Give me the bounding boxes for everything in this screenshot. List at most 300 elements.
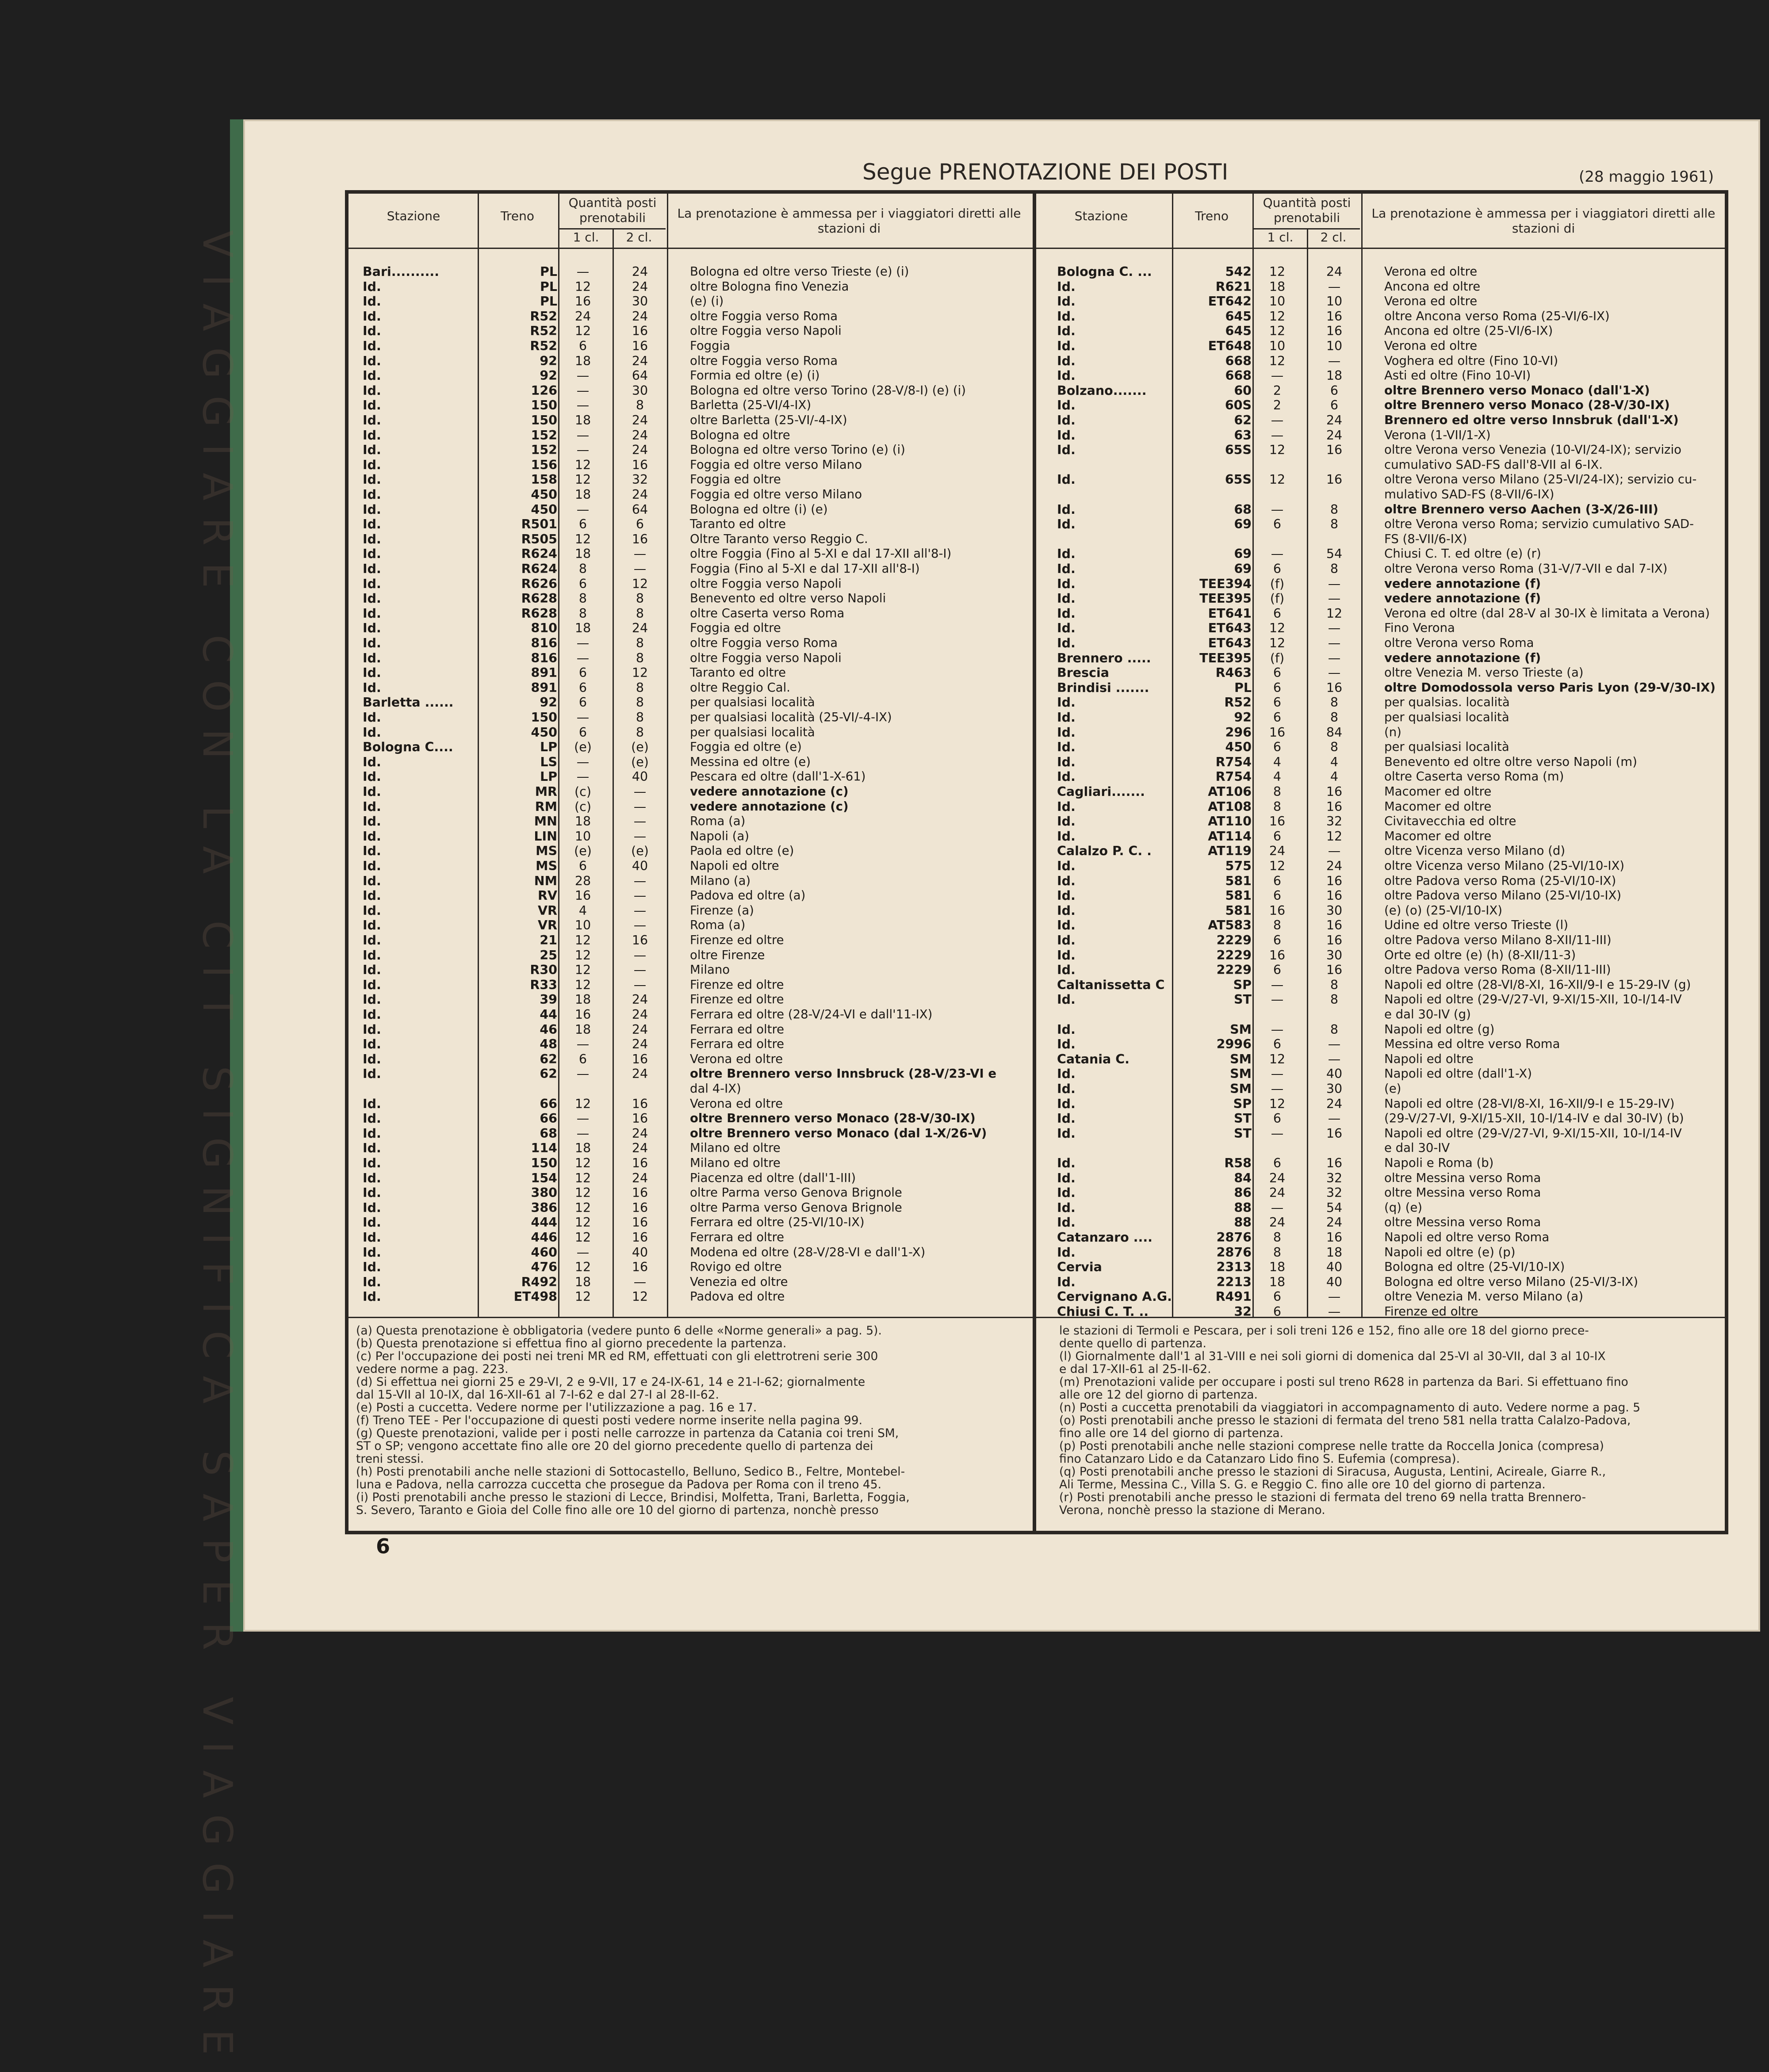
class1-cell: 2 xyxy=(1273,383,1282,398)
station-cell: Id. xyxy=(1057,636,1076,650)
class1-cell: — xyxy=(576,264,590,279)
class2-cell: 10 xyxy=(1326,294,1343,309)
train-cell: LS xyxy=(540,754,557,769)
class1-cell: 18 xyxy=(574,1141,591,1156)
class1-cell: — xyxy=(1271,413,1284,428)
destination-cell: oltre Venezia M. verso Milano (a) xyxy=(1384,1289,1583,1304)
station-cell: Id. xyxy=(363,1215,381,1230)
header-cl2-left: 2 cl. xyxy=(626,230,652,245)
destination-cell: Foggia ed oltre verso Milano xyxy=(690,457,862,472)
class1-cell: 6 xyxy=(1273,888,1282,903)
destination-cell: Napoli ed oltre (28-VI/8-XI, 16-XII/9-I e 15-29-IV (g) xyxy=(1384,977,1691,992)
train-cell: ET642 xyxy=(1208,294,1252,309)
destination-cell: Ancona ed oltre xyxy=(1384,279,1481,294)
class1-cell: 16 xyxy=(574,1007,591,1022)
station-cell: Id. xyxy=(363,413,381,428)
class2-cell: 24 xyxy=(632,1141,648,1156)
destination-cell: Rovigo ed oltre xyxy=(690,1260,782,1274)
train-cell: R754 xyxy=(1215,769,1252,784)
footnote-line: (c) Per l'occupazione dei posti nei treni MR ed RM, effettuati con gli elettrotreni serie 300 xyxy=(356,1349,878,1363)
footnote-line: fino Catanzaro Lido e da Catanzaro Lido fino S. Eufemia (compresa). xyxy=(1059,1452,1460,1466)
class1-cell: — xyxy=(576,383,590,398)
class2-cell: 32 xyxy=(1326,1185,1343,1200)
train-cell: LIN xyxy=(534,829,557,844)
class1-cell: 12 xyxy=(574,963,591,978)
destination-cell: Asti ed oltre (Fino 10-VI) xyxy=(1384,368,1531,383)
destination-cell: oltre Caserta verso Roma xyxy=(690,606,845,620)
class2-cell: 8 xyxy=(1330,992,1339,1007)
class1-cell: 6 xyxy=(578,725,587,740)
train-cell: SM xyxy=(1230,1051,1252,1067)
footnote-line: dente quello di partenza. xyxy=(1059,1337,1206,1350)
class2-cell: 16 xyxy=(1326,1126,1343,1141)
footnote-line: (b) Questa prenotazione si effettua fino al giorno precedente la partenza. xyxy=(356,1337,787,1350)
class1-cell: 12 xyxy=(574,1260,591,1275)
destination-cell: Foggia ed oltre verso Milano xyxy=(690,487,862,501)
train-cell: 88 xyxy=(1234,1215,1252,1230)
footnote-line: (e) Posti a cuccetta. Vedere norme per l'utilizzazione a pag. 16 e 17. xyxy=(356,1401,757,1414)
class2-cell: 16 xyxy=(632,1111,648,1126)
class1-cell: 6 xyxy=(1273,933,1282,948)
station-cell: Id. xyxy=(1057,294,1076,309)
footnote-line: (n) Posti a cuccetta prenotabili da viaggiatori in accompagnamento di auto. Vedere norme a pag. 5 xyxy=(1059,1401,1640,1414)
class1-cell: 6 xyxy=(1273,665,1282,680)
destination-cell: Foggia ed oltre xyxy=(690,472,781,487)
class2-cell: 24 xyxy=(632,992,648,1007)
station-cell: Id. xyxy=(363,1245,381,1260)
train-cell: R492 xyxy=(521,1274,557,1289)
destination-cell: Macomer ed oltre xyxy=(1384,829,1492,843)
destination-cell: Verona ed oltre xyxy=(690,1051,783,1066)
station-cell: Id. xyxy=(1057,443,1076,458)
train-cell: 2229 xyxy=(1216,948,1252,963)
destination-cell: dal 4-IX) xyxy=(690,1082,741,1096)
destination-cell: oltre Padova verso Milano 8-XII/11-III) xyxy=(1384,933,1612,947)
destination-cell: vedere annotazione (f) xyxy=(1384,650,1541,665)
destination-cell: Napoli ed oltre xyxy=(1384,1051,1474,1066)
train-cell: SP xyxy=(1233,1096,1252,1111)
class2-cell: 8 xyxy=(636,398,644,413)
class1-cell: 16 xyxy=(574,888,591,903)
train-cell: 450 xyxy=(531,725,557,740)
class1-cell: 6 xyxy=(1273,1111,1282,1126)
station-cell: Id. xyxy=(1057,1170,1076,1185)
footnote-line: (f) Treno TEE - Per l'occupazione di questi posti vedere norme inserite nella pagina 99. xyxy=(356,1414,863,1427)
train-cell: 296 xyxy=(1225,725,1252,740)
class2-cell: 32 xyxy=(632,472,648,487)
station-cell: Id. xyxy=(363,517,381,532)
station-cell: Id. xyxy=(363,457,381,472)
train-cell: AT110 xyxy=(1208,814,1252,829)
destination-cell: Venezia ed oltre xyxy=(690,1274,788,1289)
station-cell: Id. xyxy=(1057,1245,1076,1260)
class1-cell: 6 xyxy=(1273,1037,1282,1052)
class2-cell: 16 xyxy=(632,457,648,472)
station-cell: Id. xyxy=(1057,339,1076,353)
train-cell: ET498 xyxy=(513,1289,557,1304)
class1-cell: — xyxy=(576,710,590,725)
station-cell: Id. xyxy=(363,1067,381,1082)
train-cell: R30 xyxy=(530,963,557,978)
destination-cell: Bologna ed oltre verso Torino (28-V/8-I) (e) (i) xyxy=(690,383,966,398)
destination-cell: Napoli ed oltre (29-V/27-VI, 9-XI/15-XII, 10-I/14-IV xyxy=(1384,992,1682,1007)
train-cell: 62 xyxy=(1234,413,1252,428)
train-cell: 444 xyxy=(531,1215,557,1230)
destination-cell: Napoli ed oltre xyxy=(690,859,779,873)
class2-cell: 8 xyxy=(636,650,644,665)
destination-cell: Milano (a) xyxy=(690,873,751,888)
destination-cell: Foggia ed oltre (e) xyxy=(690,740,802,754)
train-cell: R624 xyxy=(521,547,557,562)
station-cell: Id. xyxy=(1057,309,1076,324)
station-cell: Id. xyxy=(363,1274,381,1289)
class1-cell: (e) xyxy=(574,740,592,755)
footnote-line: (l) Giornalmente dall'1 al 31-VIII e nei soli giorni di domenica dal 25-VI al 30-VII, dal 3 al 10-IX xyxy=(1059,1349,1606,1363)
train-cell: R33 xyxy=(530,977,557,992)
train-cell: 84 xyxy=(1234,1170,1252,1185)
station-cell: Id. xyxy=(1057,517,1076,532)
station-cell: Id. xyxy=(363,368,381,383)
destination-cell: oltre Brennero verso Monaco (dal 1-X/26-V) xyxy=(690,1126,987,1140)
train-cell: ET643 xyxy=(1208,621,1252,636)
train-cell: R505 xyxy=(521,531,557,547)
destination-cell: Modena ed oltre (28-V/28-VI e dall'1-X) xyxy=(690,1245,926,1259)
class2-cell: 12 xyxy=(632,1289,648,1304)
destination-cell: Napoli (a) xyxy=(690,829,750,843)
class2-cell: 54 xyxy=(1326,547,1343,562)
train-cell: MS xyxy=(536,844,557,859)
destination-cell: oltre Parma verso Genova Brignole xyxy=(690,1185,902,1200)
train-cell: R52 xyxy=(530,324,557,339)
train-cell: AT106 xyxy=(1208,784,1252,799)
train-cell: RV xyxy=(537,888,557,903)
page-title: Segue PRENOTAZIONE DEI POSTI xyxy=(862,159,1229,185)
destination-cell: oltre Vicenza verso Milano (d) xyxy=(1384,844,1566,858)
destination-cell: Orte ed oltre (e) (h) (8-XII/11-3) xyxy=(1384,948,1576,962)
class1-cell: 6 xyxy=(1273,562,1282,576)
destination-cell: Firenze ed oltre xyxy=(690,977,784,992)
destination-cell: oltre Messina verso Roma xyxy=(1384,1215,1541,1230)
train-cell: LP xyxy=(540,740,557,755)
station-cell: Id. xyxy=(1057,918,1076,933)
train-cell: ET648 xyxy=(1208,339,1252,353)
train-cell: 891 xyxy=(531,665,557,680)
station-cell: Id. xyxy=(363,309,381,324)
destination-cell: Firenze ed oltre xyxy=(690,933,784,947)
destination-cell: Fino Verona xyxy=(1384,621,1455,635)
train-cell: 2876 xyxy=(1216,1230,1252,1245)
class2-cell: — xyxy=(1328,1051,1341,1067)
class2-cell: 6 xyxy=(636,517,644,532)
destination-cell: oltre Messina verso Roma xyxy=(1384,1170,1541,1185)
station-cell: Cervignano A.G. xyxy=(1057,1289,1172,1304)
class1-cell: — xyxy=(1271,1200,1284,1215)
class2-cell: 16 xyxy=(632,1185,648,1200)
destination-cell: Piacenza ed oltre (dall'1-III) xyxy=(690,1170,856,1185)
class1-cell: — xyxy=(576,650,590,665)
destination-cell: Verona ed oltre xyxy=(1384,264,1478,279)
class2-cell: 16 xyxy=(632,933,648,948)
destination-cell: oltre Brennero verso Monaco (28-V/30-IX) xyxy=(1384,398,1670,413)
column-divider xyxy=(1033,194,1036,1531)
destination-cell: oltre Parma verso Genova Brignole xyxy=(690,1200,902,1215)
class1-cell: 24 xyxy=(1269,844,1286,859)
class2-cell: 18 xyxy=(1326,368,1343,383)
class1-cell: 12 xyxy=(574,279,591,294)
station-cell: Bologna C. ... xyxy=(1057,264,1152,279)
footnote-line: (i) Posti prenotabili anche presso le stazioni di Lecce, Brindisi, Molfetta, Trani, Barletta, Foggia, xyxy=(356,1491,910,1504)
destination-cell: Bologna ed oltre (i) (e) xyxy=(690,502,828,516)
class2-cell: 16 xyxy=(1326,443,1343,458)
destination-cell: oltre Foggia verso Napoli xyxy=(690,650,842,665)
destination-cell: FS (8-VII/6-IX) xyxy=(1384,531,1467,546)
class2-cell: 8 xyxy=(1330,977,1339,992)
destination-cell: Ferrara ed oltre xyxy=(690,1230,785,1244)
destination-cell: (e) xyxy=(1384,1082,1401,1096)
train-cell: 460 xyxy=(531,1245,557,1260)
class2-cell: 32 xyxy=(1326,1170,1343,1185)
class1-cell: (c) xyxy=(574,784,591,799)
class1-cell: 12 xyxy=(1269,859,1286,873)
class1-cell: 6 xyxy=(578,695,587,710)
station-cell: Id. xyxy=(363,1200,381,1215)
station-cell: Cagliari....... xyxy=(1057,784,1145,799)
train-cell: 581 xyxy=(1225,888,1252,903)
destination-cell: Macomer ed oltre xyxy=(1384,784,1492,799)
destination-cell: Ferrara ed oltre (28-V/24-VI e dall'11-IX) xyxy=(690,1007,933,1021)
class1-cell: 6 xyxy=(1273,740,1282,755)
train-cell: MS xyxy=(536,859,557,873)
station-cell: Id. xyxy=(1057,428,1076,443)
class1-cell: 12 xyxy=(1269,621,1286,636)
class2-cell: — xyxy=(1328,621,1341,636)
train-cell: TEE395 xyxy=(1199,650,1252,665)
class1-cell: (f) xyxy=(1270,576,1285,591)
class1-cell: 4 xyxy=(578,903,587,918)
footnote-line: (d) Si effettua nei giorni 25 e 29-VI, 2 e 9-VII, 17 e 24-IX-61, 14 e 21-I-62; giornalmente xyxy=(356,1375,865,1389)
train-cell: 450 xyxy=(1225,740,1252,755)
station-cell: Id. xyxy=(1057,740,1076,755)
train-cell: 48 xyxy=(540,1037,557,1052)
class1-cell: 8 xyxy=(578,562,587,576)
class2-cell: 16 xyxy=(632,1230,648,1245)
train-cell: ST xyxy=(1234,1126,1252,1141)
station-cell: Id. xyxy=(1057,353,1076,368)
header-cl1-left: 1 cl. xyxy=(573,230,599,245)
station-cell: Id. xyxy=(1057,903,1076,918)
destination-cell: oltre Padova verso Roma (8-XII/11-III) xyxy=(1384,963,1611,977)
train-cell: R463 xyxy=(1215,665,1252,680)
class2-cell: 24 xyxy=(632,413,648,428)
train-cell: R628 xyxy=(521,591,557,606)
station-cell: Id. xyxy=(1057,725,1076,740)
header-train-right: Treno xyxy=(1195,209,1229,223)
class2-cell: 16 xyxy=(632,531,648,547)
class2-cell: — xyxy=(1328,665,1341,680)
train-cell: 150 xyxy=(531,1156,557,1170)
class1-cell: — xyxy=(1271,1082,1284,1096)
destination-cell: Firenze (a) xyxy=(690,903,754,917)
class2-cell: 12 xyxy=(632,665,648,680)
class2-cell: 10 xyxy=(1326,339,1343,353)
class1-cell: — xyxy=(576,769,590,784)
class2-cell: 8 xyxy=(1330,740,1339,755)
class1-cell: 6 xyxy=(1273,680,1282,695)
station-cell: Id. xyxy=(1057,1185,1076,1200)
class1-cell: 12 xyxy=(1269,636,1286,650)
col-line xyxy=(667,194,668,1317)
footnote-line: (o) Posti prenotabili anche presso le stazioni di fermata del treno 581 nella tratta Calalzo-Padova, xyxy=(1059,1414,1631,1427)
station-cell: Id. xyxy=(363,963,381,978)
destination-cell: Taranto ed oltre xyxy=(690,517,786,531)
train-cell: 891 xyxy=(531,680,557,695)
station-cell: Id. xyxy=(363,443,381,458)
class1-cell: 16 xyxy=(1269,948,1286,963)
station-cell: Id. xyxy=(1057,829,1076,844)
train-cell: R52 xyxy=(530,339,557,353)
station-cell: Id. xyxy=(1057,814,1076,829)
class1-cell: — xyxy=(576,443,590,458)
class2-cell: — xyxy=(633,977,647,992)
destination-cell: e dal 30-IV xyxy=(1384,1141,1450,1155)
train-cell: 154 xyxy=(531,1170,557,1185)
class2-cell: 16 xyxy=(1326,1156,1343,1170)
class1-cell: 6 xyxy=(1273,1304,1282,1319)
train-cell: 152 xyxy=(531,428,557,443)
train-cell: 88 xyxy=(1234,1200,1252,1215)
station-cell: Id. xyxy=(1057,963,1076,978)
destination-cell: Verona ed oltre xyxy=(1384,339,1478,353)
class1-cell: — xyxy=(576,754,590,769)
destination-cell: oltre Bologna fino Venezia xyxy=(690,279,849,294)
class1-cell: 12 xyxy=(574,1289,591,1304)
station-cell: Id. xyxy=(1057,695,1076,710)
destination-cell: Milano xyxy=(690,963,730,977)
class2-cell: 16 xyxy=(632,1051,648,1067)
destination-cell: Oltre Taranto verso Reggio C. xyxy=(690,531,868,546)
header-desc-left: La prenotazione è ammessa per i viaggiatori diretti alle stazioni di xyxy=(677,206,1021,236)
station-cell: Id. xyxy=(363,472,381,487)
col-line xyxy=(613,228,614,1317)
side-slogan-text: VIAGGIARE CON LA CIT SIGNIFICA SAPER VIAGGIARE xyxy=(194,230,241,2072)
class2-cell: — xyxy=(1328,650,1341,665)
destination-cell: oltre Verona verso Milano (25-VI/24-IX); servizio cu- xyxy=(1384,472,1697,487)
class1-cell: — xyxy=(576,1111,590,1126)
station-cell: Id. xyxy=(363,547,381,562)
destination-cell: Napoli ed oltre (e) (p) xyxy=(1384,1245,1516,1259)
station-cell: Id. xyxy=(363,1230,381,1245)
destination-cell: Messina ed oltre (e) xyxy=(690,754,811,769)
class1-cell: 24 xyxy=(1269,1170,1286,1185)
station-cell: Caltanissetta C xyxy=(1057,977,1165,992)
class1-cell: (f) xyxy=(1270,591,1285,606)
station-cell: Cervia xyxy=(1057,1260,1102,1275)
destination-cell: Padova ed oltre xyxy=(690,1289,785,1304)
destination-cell: vedere annotazione (f) xyxy=(1384,591,1541,606)
station-cell: Id. xyxy=(363,680,381,695)
class1-cell: 18 xyxy=(574,353,591,368)
class2-cell: 24 xyxy=(1326,859,1343,873)
header-rule-left xyxy=(348,248,1033,249)
col-line xyxy=(1307,228,1308,1317)
train-cell: PL xyxy=(540,294,557,309)
class1-cell: 18 xyxy=(574,992,591,1007)
class2-cell: 16 xyxy=(1326,324,1343,339)
class2-cell: — xyxy=(1328,279,1341,294)
station-cell: Id. xyxy=(363,1289,381,1304)
class1-cell: 16 xyxy=(1269,725,1286,740)
station-cell: Id. xyxy=(363,502,381,517)
train-cell: SM xyxy=(1230,1082,1252,1096)
footnote-line: (m) Prenotazioni valide per occupare i posti sul treno R628 in partenza da Bari. Si effettuano fino xyxy=(1059,1375,1628,1389)
class1-cell: 6 xyxy=(578,339,587,353)
destination-cell: Milano ed oltre xyxy=(690,1156,781,1170)
train-cell: R621 xyxy=(1215,279,1252,294)
footnote-line: ST o SP; vengono accettate fino alle ore 20 del giorno precedente quello di partenza dei xyxy=(356,1439,873,1453)
destination-cell: oltre Foggia verso Roma xyxy=(690,309,838,323)
train-cell: AT583 xyxy=(1208,918,1252,933)
train-cell: R58 xyxy=(1224,1156,1252,1170)
station-cell: Id. xyxy=(363,859,381,873)
footnote-line: le stazioni di Termoli e Pescara, per i soli treni 126 e 152, fino alle ore 18 del giorno prece- xyxy=(1059,1324,1589,1338)
station-cell: Id. xyxy=(363,650,381,665)
class1-cell: 18 xyxy=(574,413,591,428)
train-cell: 645 xyxy=(1225,309,1252,324)
train-cell: 44 xyxy=(540,1007,557,1022)
class2-cell: 8 xyxy=(1330,1022,1339,1037)
class1-cell: 6 xyxy=(578,576,587,591)
class1-cell: 18 xyxy=(1269,1260,1286,1275)
class1-cell: 12 xyxy=(1269,1096,1286,1111)
class2-cell: 24 xyxy=(1326,264,1343,279)
station-cell: Id. xyxy=(363,888,381,903)
station-cell: Id. xyxy=(363,977,381,992)
class1-cell: 12 xyxy=(574,1200,591,1215)
train-cell: AT114 xyxy=(1208,829,1252,844)
station-cell: Id. xyxy=(1057,1082,1076,1096)
train-cell: VR xyxy=(537,918,557,933)
class2-cell: 16 xyxy=(1326,680,1343,695)
destination-cell: Ferrara ed oltre xyxy=(690,1022,785,1036)
class2-cell: 40 xyxy=(1326,1260,1343,1275)
train-cell: 2876 xyxy=(1216,1245,1252,1260)
train-cell: PL xyxy=(540,264,557,279)
station-cell: Id. xyxy=(1057,1126,1076,1141)
train-cell: 542 xyxy=(1225,264,1252,279)
train-cell: 92 xyxy=(540,353,557,368)
class1-cell: 6 xyxy=(578,517,587,532)
class1-cell: (f) xyxy=(1270,650,1285,665)
destination-cell: Napoli ed oltre (28-VI/8-XI, 16-XII/9-I e 15-29-IV) xyxy=(1384,1096,1675,1111)
destination-cell: oltre Verona verso Roma; servizio cumulativo SAD- xyxy=(1384,517,1694,531)
class2-cell: 24 xyxy=(632,443,648,458)
class2-cell: — xyxy=(1328,591,1341,606)
class1-cell: 6 xyxy=(1273,606,1282,621)
class1-cell: 6 xyxy=(1273,710,1282,725)
train-cell: 668 xyxy=(1225,353,1252,368)
station-cell: Id. xyxy=(1057,562,1076,576)
class2-cell: — xyxy=(1328,576,1341,591)
class2-cell: — xyxy=(1328,353,1341,368)
station-cell: Id. xyxy=(1057,279,1076,294)
class2-cell: 40 xyxy=(632,769,648,784)
header-qty-right: Quantità posti prenotabili xyxy=(1263,195,1351,225)
class2-cell: 54 xyxy=(1326,1200,1343,1215)
station-cell: Id. xyxy=(1057,769,1076,784)
class2-cell: 40 xyxy=(632,859,648,873)
class2-cell: 40 xyxy=(632,1245,648,1260)
station-cell: Id. xyxy=(1057,413,1076,428)
